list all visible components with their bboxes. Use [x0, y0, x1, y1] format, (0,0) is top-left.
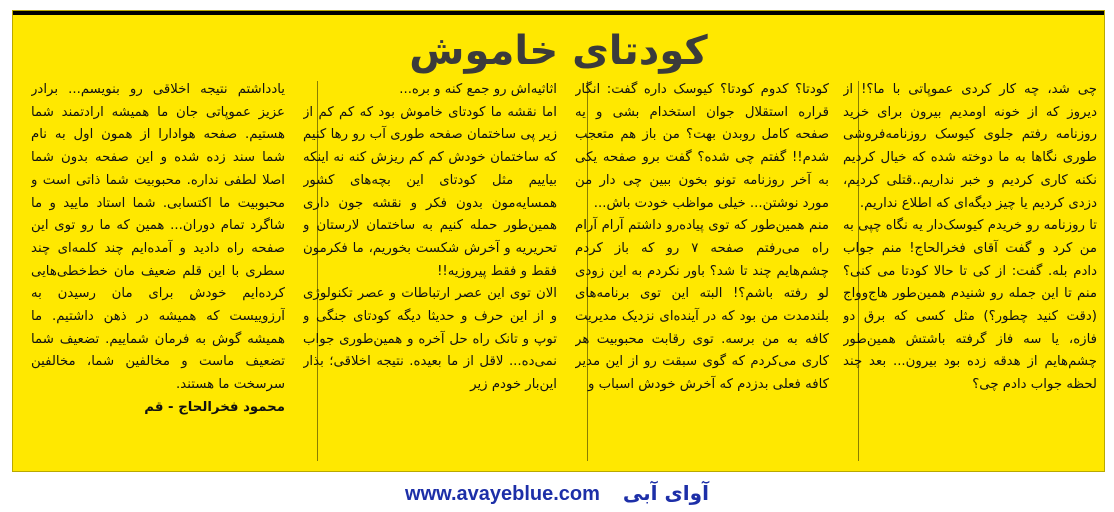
paragraph: یادداشتم نتیجه اخلاقی رو بنویسم... برادر عزیز عموپاتی جان ما همیشه ارادتمند شما هستیم. صفحه هوادارا از همون اول به نام شما سند زده شده و این صفحه بدون شما اصلا لطفی نداره. محبوبیت شما ذاتی است و محبوبیت ما اکتسابی. شما استاد مایید و ما شاگرد تمام دوران... همین که ما رو توی این صفحه راه دادید و آمده‌ایم چند کلمه‌ای چند سطری با این قلم ضعیف مان خط‌خطی‌هایی کرده‌ایم خودش برای مان رسیدن به آرزوییست که همیشه در ذهن داشتیم. ما همیشه گوش به فرمان شماییم. تضعیف شما تضعیف ماست و مخالفین شما، مخالفین سرسخت ما هستند. — [31, 82, 285, 393]
article-title: کودتای خاموش — [409, 28, 708, 74]
top-rule — [13, 11, 1104, 15]
article-panel — [12, 10, 1105, 472]
article-column-1 — [843, 79, 1097, 465]
brand-name: آوای آبی — [622, 481, 709, 505]
article-column-4 — [31, 79, 285, 465]
paragraph: چی شد، چه کار کردی عموپاتی با ما؟! از دیروز که از خونه اومدیم بیرون برای خرید روزنامه رفتم جلوی کیوسک روزنامه‌فروشی طوری نگاها به ما دوخته شده که خیال کردیم نکنه کاری کردیم و خبر نداریم..قتلی کردیم، دزدی کردیم یا چیز دیگه‌ای که اطلاع نداریم. — [843, 82, 1097, 211]
paragraph: اثاثیه‌اش رو جمع کنه و بره... — [399, 82, 557, 97]
paragraph: الان توی این عصر ارتباطات و عصر تکنولوژی و از این حرف و حدیثا دیگه کودتای جنگی و توپ و تانک راه حل آخره و همین‌طوری جواب نمی‌ده... لاقل از ما بعیده. نتیجه اخلاقی؛ بذار این‌بار خودم زیر — [303, 286, 557, 393]
paragraph: منم همین‌طور که توی پیاده‌رو داشتم آرام آرام راه می‌رفتم صفحه ۷ رو که باز کردم چشم‌هایم چند تا شد؟ باور نکردم به این زودی لو رفته باشم؟! البته این توی برنامه‌های بلندمدت من بود که در آینده‌ای نزدیک مدیریت کافه به من برسه. توی رقابت محبوبیت هر کاری می‌کردم که گوی سبقت رو از این مدیر کافه فعلی بدزدم که آخرش خودش اسباب و — [575, 218, 829, 393]
paragraph: تا روزنامه رو خریدم کیوسک‌دار یه نگاه چپی به من کرد و گفت آقای فخرالحاج! منم جواب دادم بله. گفت: از کی تا حالا کودتا می کنی؟ منم تا این جمله رو شنیدم همین‌طور هاج‌وواج (دقت کنید چطور؟) مثل کسی که برق دو فازه، یا سه فاز گرفته باشتش همین‌طور چشم‌هایم از هدقه زده بود بیرون... بعد چند لحظه جواب دادم چی؟ — [843, 218, 1097, 393]
article-column-3 — [303, 79, 557, 465]
author-signature: محمود فخرالحاج - قم — [144, 399, 285, 415]
article-column-2 — [575, 79, 829, 465]
paragraph: کودتا؟ کدوم کودتا؟ کیوسک داره گفت: انگار قراره استقلال جوان استخدام بشی و یه صفحه کامل روبدن بهت؟ من باز هم متعجب شدم!! گفتم چی شده؟ گفت برو صفحه یکی به آخر روزنامه تونو بخون ببین چی دار من مورد نوشتن... خیلی مواظب خودت باش... — [575, 82, 829, 211]
paragraph: اما نقشه ما کودتای خاموش بود که کم کم از زیر پی ساختمان صفحه طوری آب رو رها کنیم که ساختمان خودش کم کم ریزش کنه نه اینکه بیاییم مثل کودتای این بچه‌های کشور همسایه‌مون بدون فکر و نقشه جون داری همین‌طور حمله کنیم به ساختمان لارستان و تحریریه و آخرش شکست بخوریم، ما فکرمون فقط و فقط پیروزیه!! — [303, 104, 557, 279]
footer — [0, 478, 1114, 508]
website-link[interactable]: www.avayeblue.com — [405, 483, 600, 505]
